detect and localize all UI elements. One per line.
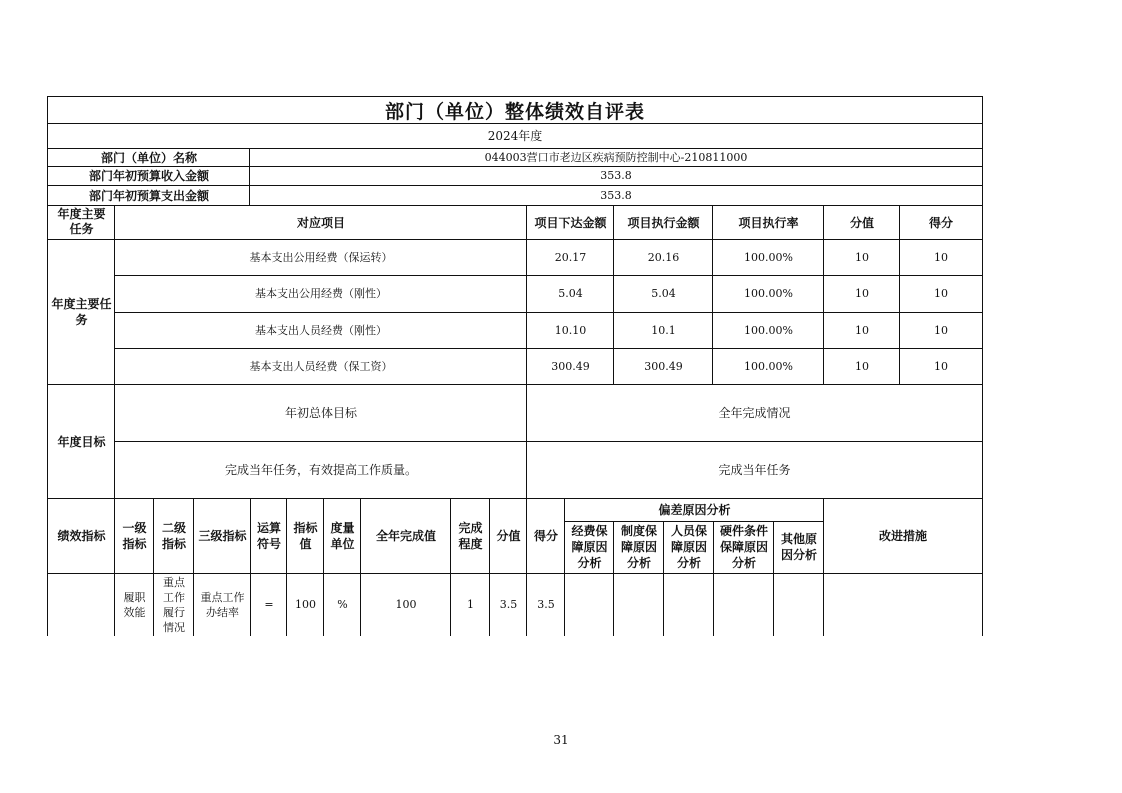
task-item: 基本支出公用经费（保运转） bbox=[114, 239, 527, 276]
unit-name-label: 部门（单位）名称 bbox=[47, 148, 250, 167]
page-number: 31 bbox=[553, 733, 569, 747]
goals-completion-header: 全年完成情况 bbox=[526, 384, 983, 442]
indicator-dev-funding bbox=[564, 573, 614, 636]
goals-completion-value: 完成当年任务 bbox=[526, 441, 983, 499]
indicator-score-value: 3.5 bbox=[489, 573, 527, 636]
budget-income-label: 部门年初预算收入金额 bbox=[47, 166, 250, 186]
unit-name-value: 044003营口市老边区疾病预防控制中心-210811000 bbox=[249, 148, 983, 167]
indicators-header-operator: 运算 符号 bbox=[250, 498, 287, 574]
task-rate: 100.00% bbox=[712, 275, 824, 313]
task-budget: 300.49 bbox=[526, 348, 614, 385]
tasks-header-executed: 项目执行金额 bbox=[613, 205, 713, 240]
indicator-actual: 100 bbox=[360, 573, 451, 636]
task-score: 10 bbox=[899, 275, 983, 313]
indicators-header-target: 指标 值 bbox=[286, 498, 324, 574]
task-executed: 5.04 bbox=[613, 275, 713, 313]
tasks-header-group: 年度主要 任务 bbox=[47, 205, 115, 240]
task-rate: 100.00% bbox=[712, 239, 824, 276]
indicators-header-actual: 全年完成值 bbox=[360, 498, 451, 574]
task-rate: 100.00% bbox=[712, 312, 824, 349]
task-rate: 100.00% bbox=[712, 348, 824, 385]
indicator-operator: = bbox=[250, 573, 287, 636]
form-year: 2024年度 bbox=[47, 123, 983, 149]
budget-income-value: 353.8 bbox=[249, 166, 983, 186]
indicator-level1: 履职 效能 bbox=[114, 573, 154, 636]
indicator-level3: 重点工作 办结率 bbox=[193, 573, 251, 636]
task-item: 基本支出公用经费（刚性） bbox=[114, 275, 527, 313]
indicators-header-score: 得分 bbox=[526, 498, 565, 574]
tasks-header-item: 对应项目 bbox=[114, 205, 527, 240]
task-item: 基本支出人员经费（保工资） bbox=[114, 348, 527, 385]
task-executed: 300.49 bbox=[613, 348, 713, 385]
tasks-header-rate: 项目执行率 bbox=[712, 205, 824, 240]
tasks-group-label: 年度主要任 务 bbox=[47, 239, 115, 385]
goals-initial-value: 完成当年任务，有效提高工作质量。 bbox=[114, 441, 527, 499]
indicator-unit: % bbox=[323, 573, 361, 636]
indicators-header-dev-system: 制度保 障原因 分析 bbox=[613, 521, 664, 574]
indicators-header-dev-funding: 经费保 障原因 分析 bbox=[564, 521, 614, 574]
indicators-header-level2: 二级 指标 bbox=[153, 498, 194, 574]
indicators-header-score-value: 分值 bbox=[489, 498, 527, 574]
indicator-dev-system bbox=[613, 573, 664, 636]
task-budget: 5.04 bbox=[526, 275, 614, 313]
task-score: 10 bbox=[899, 239, 983, 276]
indicators-header-completion: 完成 程度 bbox=[450, 498, 490, 574]
indicators-header-dev-staff: 人员保 障原因 分析 bbox=[663, 521, 714, 574]
indicators-header-level3: 三级指标 bbox=[193, 498, 251, 574]
goals-initial-header: 年初总体目标 bbox=[114, 384, 527, 442]
indicator-dev-hardware bbox=[713, 573, 774, 636]
table-left-border bbox=[47, 573, 48, 636]
indicator-score: 3.5 bbox=[526, 573, 565, 636]
budget-expense-label: 部门年初预算支出金额 bbox=[47, 185, 250, 206]
task-budget: 20.17 bbox=[526, 239, 614, 276]
indicators-header-deviation: 偏差原因分析 bbox=[564, 498, 824, 522]
form-title: 部门（单位）整体绩效自评表 bbox=[47, 96, 983, 124]
indicator-improvement bbox=[823, 573, 983, 636]
task-executed: 20.16 bbox=[613, 239, 713, 276]
task-score-value: 10 bbox=[823, 312, 900, 349]
goals-label: 年度目标 bbox=[47, 384, 115, 499]
indicators-header-unit: 度量 单位 bbox=[323, 498, 361, 574]
tasks-header-budget: 项目下达金额 bbox=[526, 205, 614, 240]
indicators-header-improvement: 改进措施 bbox=[823, 498, 983, 574]
task-score: 10 bbox=[899, 312, 983, 349]
indicator-target: 100 bbox=[286, 573, 324, 636]
indicators-header-level1: 一级 指标 bbox=[114, 498, 154, 574]
task-score: 10 bbox=[899, 348, 983, 385]
indicators-header-dev-hardware: 硬件条件 保障原因 分析 bbox=[713, 521, 774, 574]
indicator-dev-other bbox=[773, 573, 824, 636]
indicator-dev-staff bbox=[663, 573, 714, 636]
tasks-header-score: 得分 bbox=[899, 205, 983, 240]
task-score-value: 10 bbox=[823, 239, 900, 276]
task-score-value: 10 bbox=[823, 348, 900, 385]
indicator-completion: 1 bbox=[450, 573, 490, 636]
tasks-header-score-value: 分值 bbox=[823, 205, 900, 240]
task-score-value: 10 bbox=[823, 275, 900, 313]
task-executed: 10.1 bbox=[613, 312, 713, 349]
indicator-level2: 重点 工作 履行 情况 bbox=[153, 573, 194, 636]
task-budget: 10.10 bbox=[526, 312, 614, 349]
task-item: 基本支出人员经费（刚性） bbox=[114, 312, 527, 349]
indicators-label: 绩效指标 bbox=[47, 498, 115, 574]
budget-expense-value: 353.8 bbox=[249, 185, 983, 206]
indicators-header-dev-other: 其他原 因分析 bbox=[773, 521, 824, 574]
